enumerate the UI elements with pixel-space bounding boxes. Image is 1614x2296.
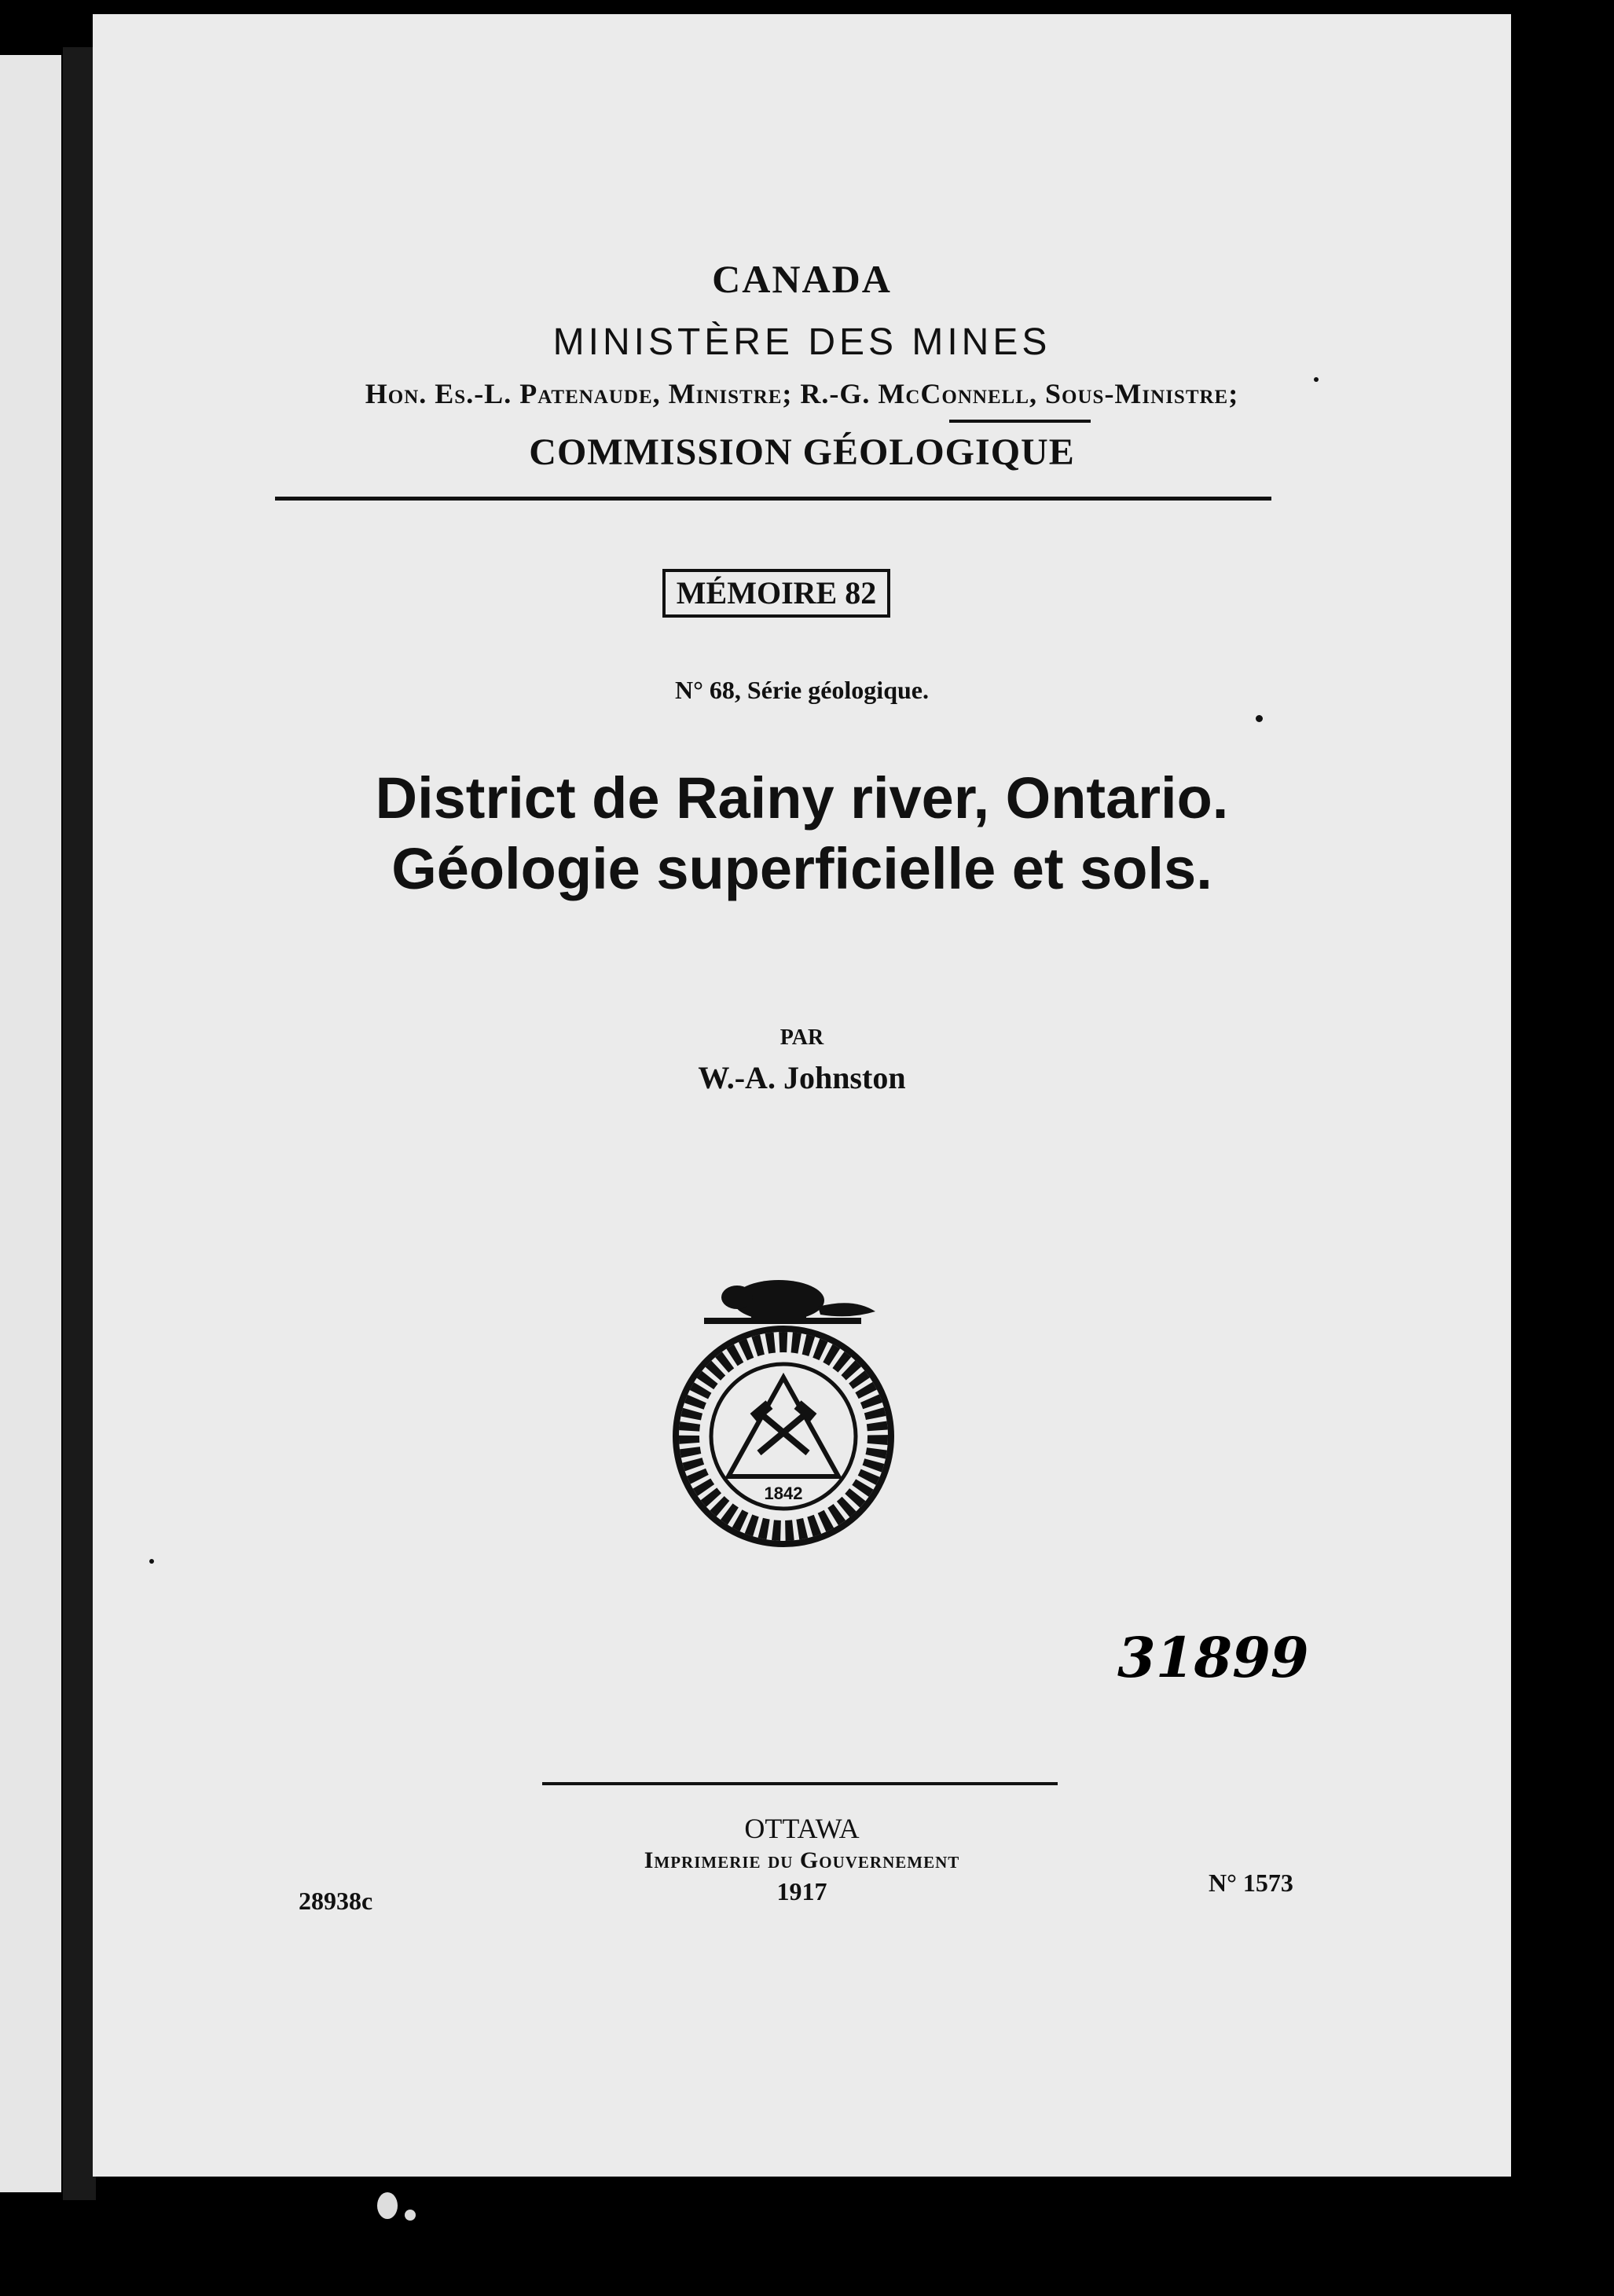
scan-artifact: [377, 2192, 398, 2219]
author-name: W.-A. Johnston: [698, 1060, 906, 1095]
series-number: N° 68, Série géologique.: [675, 676, 929, 704]
imprint-printer: Imprimerie du Gouvernement: [644, 1847, 960, 1873]
print-code-left: 28938c: [299, 1887, 373, 1915]
imprint-year: 1917: [776, 1877, 827, 1905]
print-number-right: N° 1573: [1209, 1869, 1293, 1897]
memoire-label: MÉMOIRE 82: [662, 569, 890, 618]
ministry-heading: MINISTÈRE DES MINES: [552, 321, 1051, 363]
seal-ring-icon: [676, 1329, 891, 1544]
book-spine: [63, 47, 96, 2200]
imprint-city: OTTAWA: [744, 1813, 860, 1844]
officials-line: Hon. Es.-L. Patenaude, Ministre; R.-G. McConnell, Sous-Ministre;: [365, 378, 1239, 409]
survey-seal-icon: [673, 1260, 894, 1558]
imprint-divider: [542, 1782, 1058, 1785]
header-divider: [275, 497, 1271, 501]
ink-speck: [1256, 715, 1263, 722]
beaver-icon: [704, 1280, 875, 1324]
title-line-2: Géologie superficielle et sols.: [391, 836, 1212, 901]
ink-speck: [1314, 377, 1319, 382]
adjacent-page: [0, 55, 61, 2192]
title-page: [93, 14, 1511, 2177]
commission-heading: COMMISSION GÉOLOGIQUE: [529, 431, 1075, 473]
title-line-1: District de Rainy river, Ontario.: [375, 765, 1229, 831]
short-divider: [949, 420, 1091, 423]
seal-year: 1842: [764, 1484, 803, 1503]
by-label: PAR: [779, 1025, 824, 1050]
handwritten-accession-number: 31899: [1117, 1625, 1309, 1690]
ink-speck: [149, 1559, 154, 1564]
scan-artifact: [405, 2210, 416, 2221]
country-heading: CANADA: [712, 257, 892, 301]
